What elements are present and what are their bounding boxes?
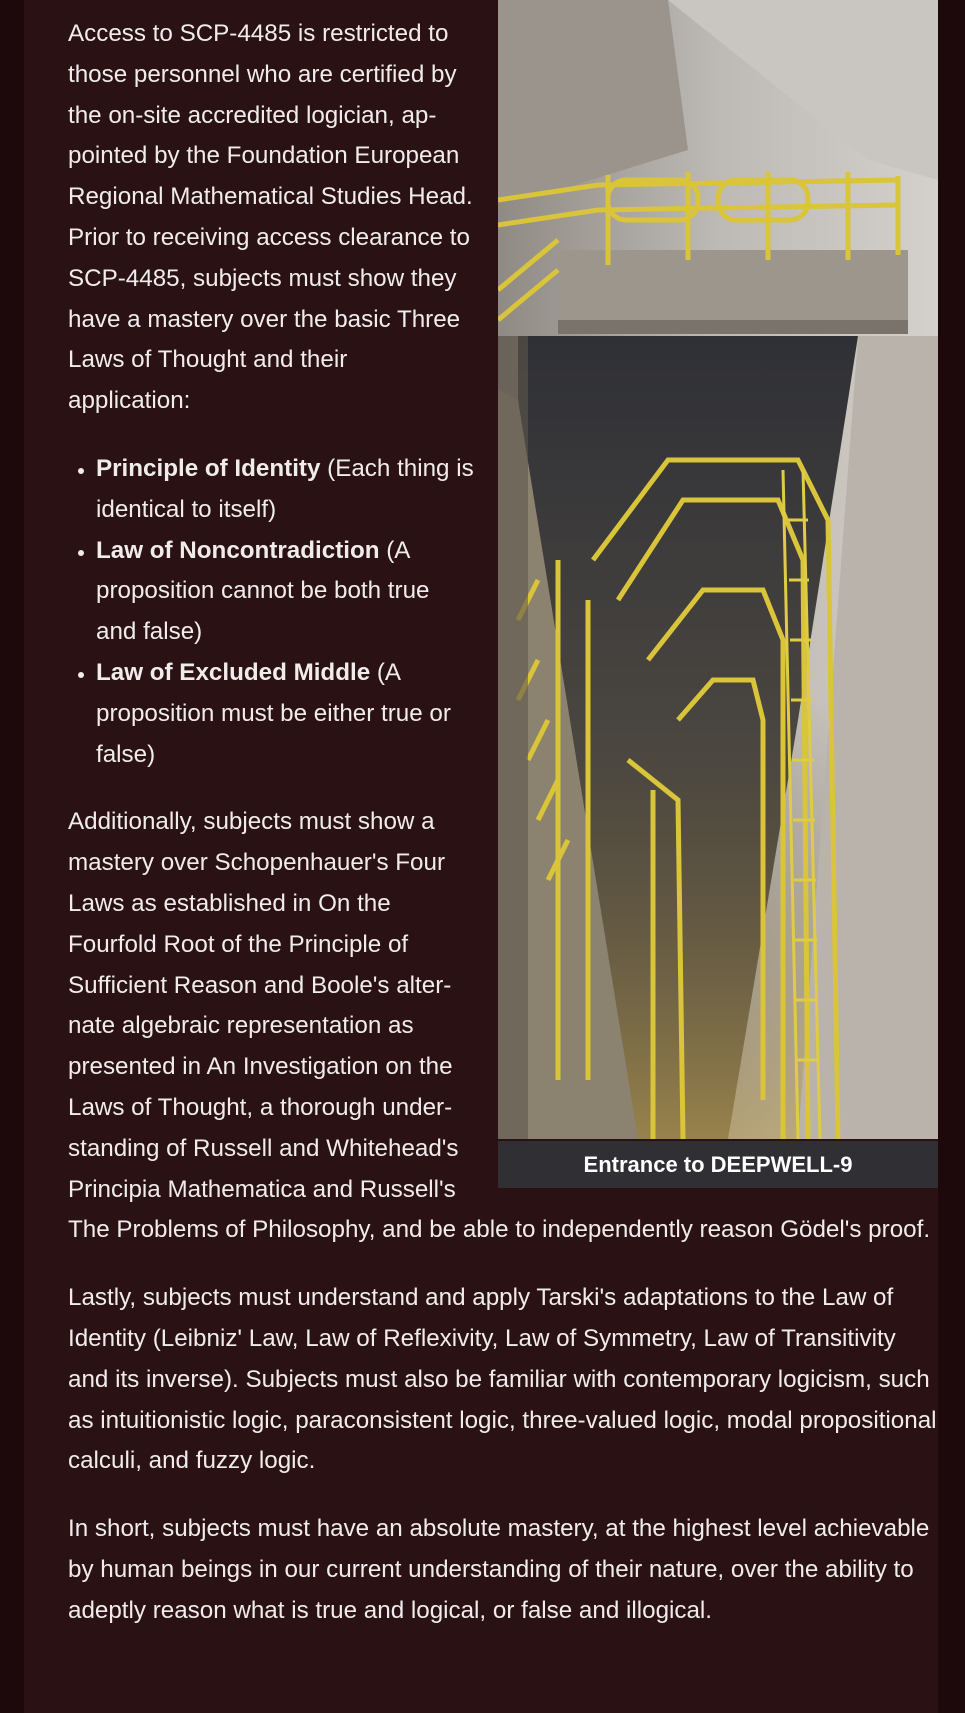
law-description: (A proposition cannot be both true and false) [96, 536, 430, 646]
deepwell-photo [498, 0, 938, 1139]
paragraph-summary: In short, subjects must have an absolute mastery, at the highest level achievable by human beings in our current understanding of their nature, over the ability to adeptly reason what is true and logical, or false and illogical. [68, 1515, 930, 1624]
law-description: (Each thing is identical to itself) [96, 454, 474, 523]
paragraph-access: Access to SCP-4485 is restricted to those personnel who are certified by the on-site accredited logician, appointed by the Foundation European Regional Mathematical Studies Head. Prior to receiving access clearance to SCP-4485, subjects must show they have a mastery over the basic Three Laws of Thought and their application: [68, 20, 473, 415]
paragraph-lastly: Lastly, subjects must understand and apply Tarski's adaptations to the Law of Identity (Leibniz' Law, Law of Reflexivity, Law of Symmetry, Law of Transitivity and its inverse). Subjects must also be familiar with contemporary logicism, such as intuitionistic logic, paraconsistent logic, three-valued logic, modal propositional calculi, and fuzzy logic. [68, 1284, 937, 1475]
article-body [68, 14, 938, 1658]
law-name: Principle of Identity [96, 454, 321, 482]
paragraph-additional: Additionally, subjects must show a mastery over Schopenhauer's Four Laws as established in On the Fourfold Root of the Principle of Sufficient Reason and Boole's alternate algebraic representation as presented in An Investigation on the Laws of Thought, a thorough understanding of Russell and Whitehead's Principia Mathematica and Russell's The Problems of Philosophy, and be able to independently reason Gödel's proof. [68, 808, 931, 1244]
law-name: Law of Noncontradiction [96, 536, 380, 564]
law-name: Law of Excluded Middle [96, 658, 371, 686]
law-description: (A proposition must be either true or false) [96, 658, 451, 768]
content-panel [24, 0, 938, 1713]
page-border-right [938, 0, 965, 1713]
figure-block [498, 0, 938, 1188]
figure-caption: Entrance to DEEPWELL-9 [498, 1141, 938, 1188]
shaft-photo-icon [498, 0, 938, 1139]
page-border-left [0, 0, 24, 1713]
